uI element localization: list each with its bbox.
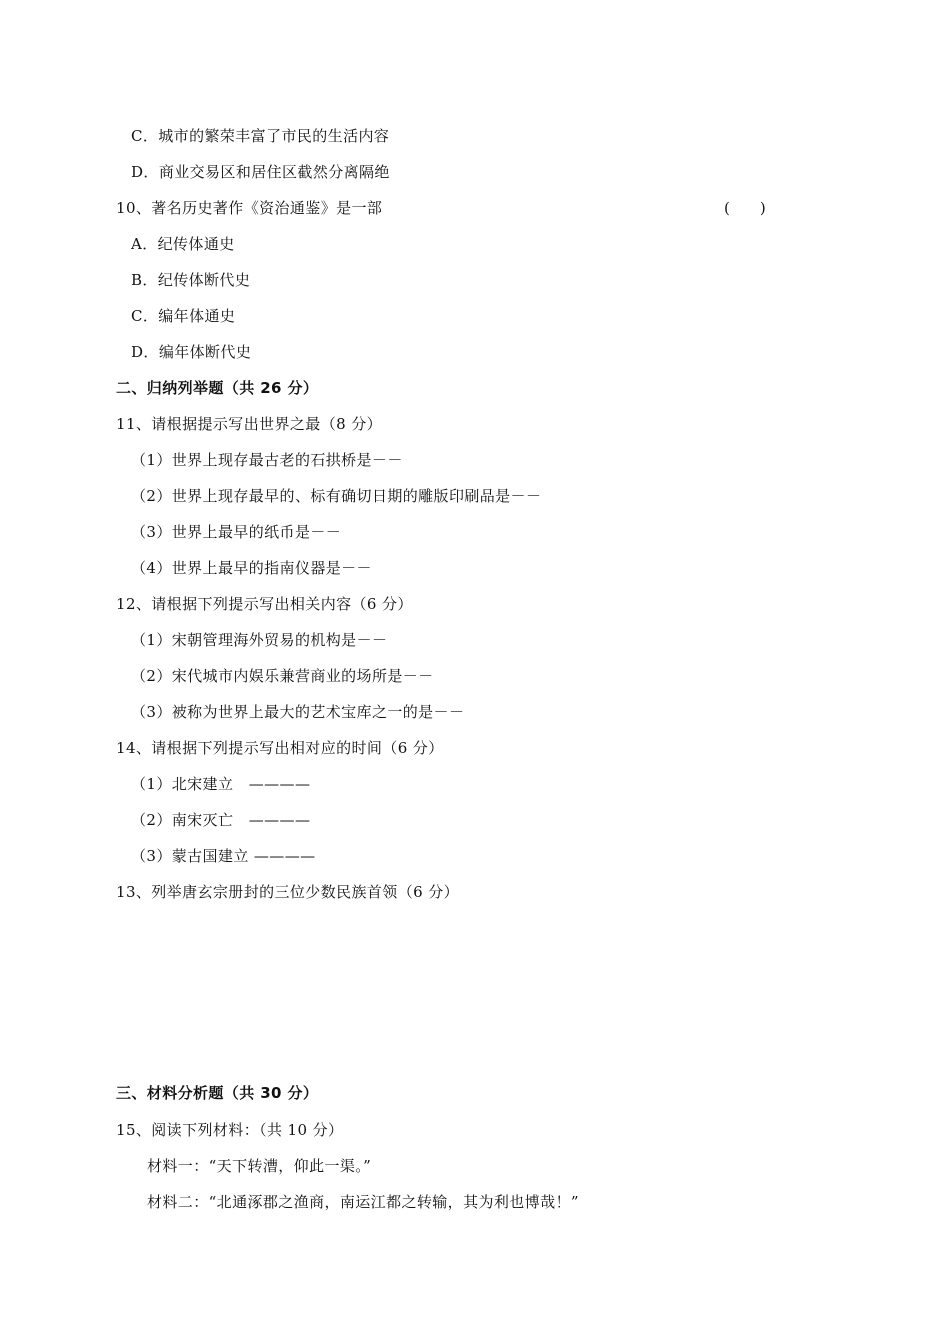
q11-item-1: （1）世界上现存最古老的石拱桥是－－ xyxy=(131,451,403,469)
q15-stem: 15、阅读下列材料：（共 10 分） xyxy=(116,1121,344,1139)
q12-stem: 12、请根据下列提示写出相关内容（6 分） xyxy=(116,595,413,613)
q11-item-4: （4）世界上最早的指南仪器是－－ xyxy=(131,559,372,577)
q9-option-c: C．城市的繁荣丰富了市民的生活内容 xyxy=(131,127,390,145)
q14-stem: 14、请根据下列提示写出相对应的时间（6 分） xyxy=(116,739,444,757)
q12-item-3: （3）被称为世界上最大的艺术宝库之一的是－－ xyxy=(131,703,465,721)
q10-option-c: C．编年体通史 xyxy=(131,307,236,325)
q11-item-3: （3）世界上最早的纸币是－－ xyxy=(131,523,342,541)
q15-material-1: 材料一：“天下转漕，仰此一渠。” xyxy=(147,1157,372,1175)
q13-stem: 13、列举唐玄宗册封的三位少数民族首领（6 分） xyxy=(116,883,460,901)
q10-answer-paren: ( ) xyxy=(724,199,766,217)
q14-item-1: （1）北宋建立 ———— xyxy=(131,775,311,793)
section2-title: 二、归纳列举题（共 26 分） xyxy=(116,379,319,397)
q12-item-2: （2）宋代城市内娱乐兼营商业的场所是－－ xyxy=(131,667,434,685)
q14-item-3: （3）蒙古国建立 ———— xyxy=(131,847,316,865)
q14-item-2: （2）南宋灭亡 ———— xyxy=(131,811,311,829)
q10-option-b: B．纪传体断代史 xyxy=(131,271,251,289)
q15-material-2: 材料二：“北通涿郡之渔商，南运江都之转输，其为利也博哉！” xyxy=(147,1193,579,1211)
q9-option-d: D．商业交易区和居住区截然分离隔绝 xyxy=(131,163,390,181)
q10-stem: 10、著名历史著作《资治通鉴》是一部 xyxy=(116,199,383,217)
q11-stem: 11、请根据提示写出世界之最（8 分） xyxy=(116,415,382,433)
section3-title: 三、材料分析题（共 30 分） xyxy=(116,1084,319,1102)
q10-option-d: D．编年体断代史 xyxy=(131,343,252,361)
q10-option-a: A．纪传体通史 xyxy=(131,235,235,253)
q11-item-2: （2）世界上现存最早的、标有确切日期的雕版印刷品是－－ xyxy=(131,487,542,505)
q12-item-1: （1）宋朝管理海外贸易的机构是－－ xyxy=(131,631,388,649)
